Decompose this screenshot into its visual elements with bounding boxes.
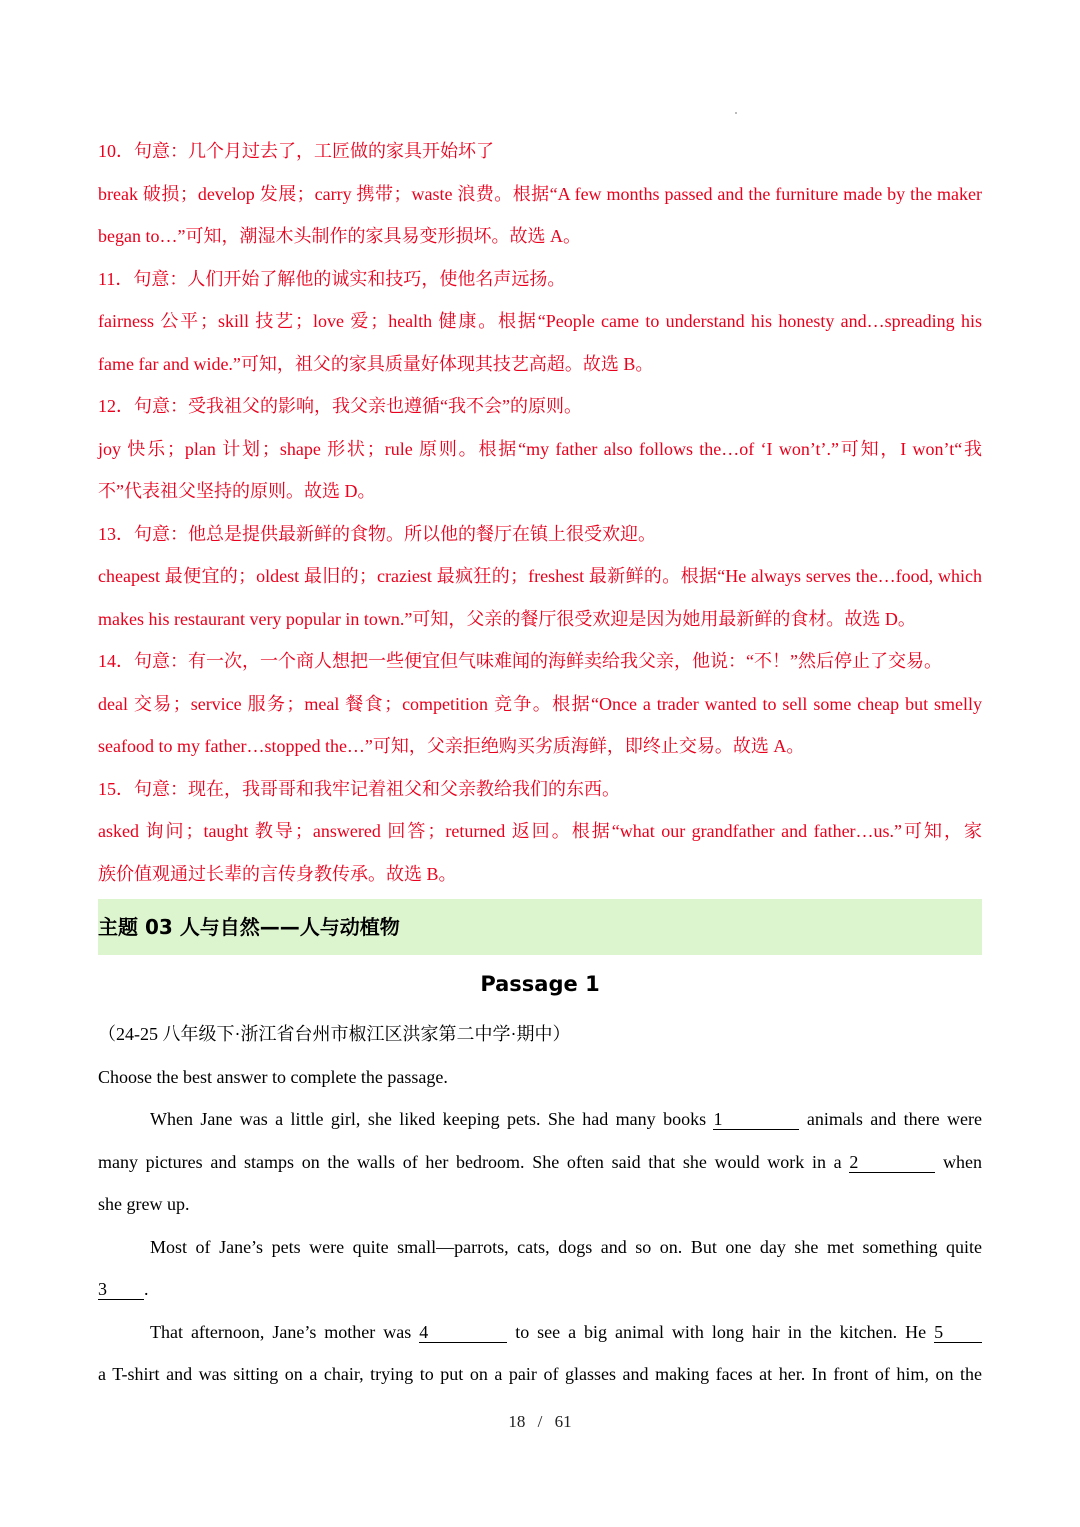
answer-explanation: asked 询问；taught 教导；answered 回答；returned 返回。根据“what our grandfather and father…us.”可知，家 xyxy=(98,821,982,841)
passage-line xyxy=(98,1268,982,1311)
passage-line xyxy=(98,1311,982,1354)
answer-meaning: 15．句意：现在，我哥哥和我牢记着祖父和父亲教给我们的东西。 xyxy=(98,778,620,799)
blank-1: 1 xyxy=(713,1109,799,1130)
answer-13 xyxy=(98,513,982,641)
passage-text: to see a big animal with long hair in the kitchen. He xyxy=(515,1321,927,1342)
passage-text: when xyxy=(943,1151,983,1172)
scan-artifact xyxy=(735,112,737,114)
document-page xyxy=(98,130,982,1396)
answer-explanation: 族价值观通过长辈的言传身教传承。故选 B。 xyxy=(98,863,457,884)
answer-10 xyxy=(98,130,982,258)
passage-body xyxy=(98,1098,982,1396)
answer-11 xyxy=(98,258,982,386)
answer-meaning: 12．句意：受我祖父的影响，我父亲也遵循“我不会”的原则。 xyxy=(98,396,582,416)
answer-explanation: fame far and wide.”可知，祖父的家具质量好体现其技艺高超。故选 B。 xyxy=(98,353,654,374)
answer-meaning: 13．句意：他总是提供最新鲜的食物。所以他的餐厅在镇上很受欢迎。 xyxy=(98,523,656,544)
blank-2: 2 xyxy=(849,1152,935,1173)
answer-15 xyxy=(98,768,982,896)
passage-line xyxy=(98,1183,982,1226)
answer-meaning: 14．句意：有一次，一个商人想把一些便宜但气味难闻的海鲜卖给我父亲，他说：“不！”然后停止了交易。 xyxy=(98,651,942,671)
total-pages: 61 xyxy=(554,1412,572,1431)
page-number xyxy=(0,1412,1080,1432)
answer-meaning: 11．句意：人们开始了解他的诚实和技巧，使他名声远扬。 xyxy=(98,268,566,289)
answer-explanation: break 破损；develop 发展；carry 携带；waste 浪费。根据“A few months passed and the furniture made by the maker xyxy=(98,183,982,204)
passage-text: Most of Jane’s pets were quite small—parrots, cats, dogs and so on. But one day she met something quite xyxy=(150,1236,982,1257)
answer-explanation: fairness 公平；skill 技艺；love 爱；health 健康。根据“People came to understand his honesty and…spreading his xyxy=(98,311,982,331)
answer-12 xyxy=(98,385,982,513)
blank-3: 3 xyxy=(98,1279,144,1300)
answer-explanation: 不”代表祖父坚持的原则。故选 D。 xyxy=(98,481,376,501)
passage-text: a T-shirt and was sitting on a chair, trying to put on a pair of glasses and making faces at her. In front of him, on the xyxy=(98,1364,982,1384)
passage-line xyxy=(98,1226,982,1269)
answer-explanation: seafood to my father…stopped the…”可知，父亲拒绝购买劣质海鲜，即终止交易。故选 A。 xyxy=(98,736,805,756)
answer-explanation: deal 交易；service 服务；meal 餐食；competition 竞争。根据“Once a trader wanted to sell some cheap but smelly xyxy=(98,693,982,714)
blank-5: 5 xyxy=(934,1322,982,1343)
passage-text: many pictures and stamps on the walls of her bedroom. She often said that she would work in a xyxy=(98,1151,842,1172)
answer-explanation: joy 快乐；plan 计划；shape 形状；rule 原则。根据“my father also follows the…of ‘I won’t’.”可知，I won’t“我 xyxy=(98,438,982,459)
passage-text: animals and there were xyxy=(806,1109,983,1129)
answer-meaning: 10．句意：几个月过去了，工匠做的家具开始坏了 xyxy=(98,141,494,161)
source-note: （24-25 八年级下·浙江省台州市椒江区洪家第二中学·期中） xyxy=(98,1024,571,1044)
passage-title: Passage 1 xyxy=(480,972,600,996)
passage-line xyxy=(98,1098,982,1141)
passage-text: When Jane was a little girl, she liked keeping pets. She had many books xyxy=(150,1109,707,1129)
current-page: 18 xyxy=(508,1412,526,1431)
passage-text: That afternoon, Jane’s mother was xyxy=(150,1321,412,1342)
answer-14 xyxy=(98,640,982,768)
passage-text: she grew up. xyxy=(98,1194,190,1214)
page-separator: / xyxy=(537,1412,543,1431)
passage-line xyxy=(98,1353,982,1396)
answer-explanation: makes his restaurant very popular in town.”可知，父亲的餐厅很受欢迎是因为她用最新鲜的食材。故选 D。 xyxy=(98,608,916,629)
passage-line xyxy=(98,1141,982,1184)
answer-explanation: cheapest 最便宜的；oldest 最旧的；craziest 最疯狂的；freshest 最新鲜的。根据“He always serves the…food, which xyxy=(98,566,982,586)
answer-explanation: began to…”可知，潮湿木头制作的家具易变形损坏。故选 A。 xyxy=(98,226,581,246)
blank-4: 4 xyxy=(419,1322,507,1343)
passage-text: . xyxy=(144,1279,149,1299)
instruction: Choose the best answer to complete the passage. xyxy=(98,1066,448,1087)
theme-heading: 主题 03 人与自然——人与动植物 xyxy=(98,899,982,955)
